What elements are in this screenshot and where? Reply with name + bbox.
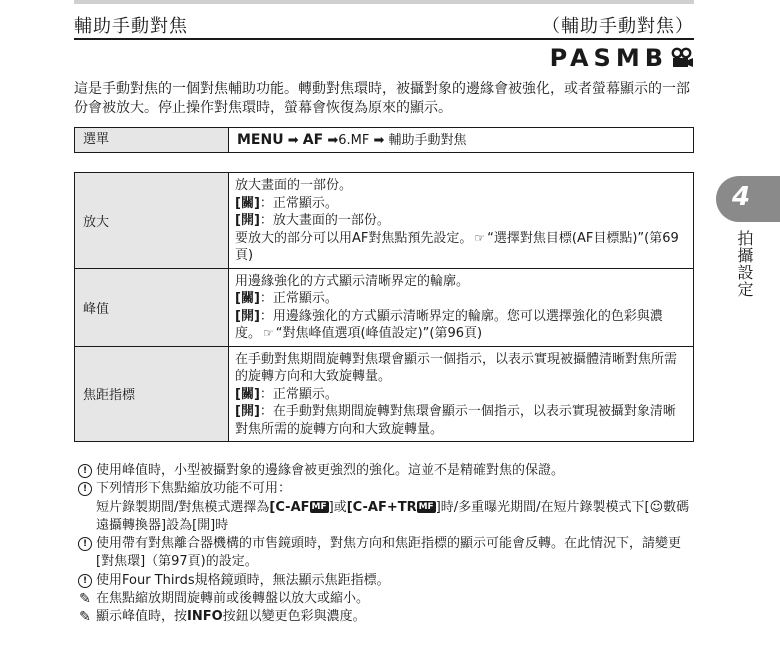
reference-text: “選擇對焦目標(AF目標點)”(第69頁) xyxy=(235,230,679,263)
note-text: 使用帶有對焦離合器機構的市售鏡頭時，對焦方向和焦距指標的顯示可能會反轉。在此情況下，請變更[對焦環]（第97頁)的設定。 xyxy=(96,536,682,570)
menu-tab: 6.MF xyxy=(338,133,370,148)
note-line: 顯示峰值時，按 xyxy=(96,609,188,625)
option-name: 峰值 xyxy=(75,269,229,346)
options-table xyxy=(74,172,694,442)
mf-badge: MF xyxy=(418,502,434,513)
option-line xyxy=(235,290,687,308)
intro-paragraph: 這是手動對焦的一個對焦輔助功能。轉動對焦環時，被攝對象的邊緣會被強化，或者螢幕顯示的一部份會被放大。停止操作對焦環時，螢幕會恢復為原來的顯示。 xyxy=(74,81,690,116)
on-key: [開] xyxy=(235,404,260,419)
menu-label: 選單 xyxy=(75,128,229,152)
note-line: ]時/多重曝光期間/在短片錄製模式下[ xyxy=(435,499,650,515)
reference-text: “對焦峰值選項(峰值設定)”(第96頁) xyxy=(275,326,483,341)
on-key: [開] xyxy=(235,308,260,324)
option-row-peaking xyxy=(75,269,693,347)
header-divider xyxy=(74,38,694,40)
arrow-icon: ➡ xyxy=(373,133,385,148)
caution-note xyxy=(74,535,698,572)
off-text: ：正常顯示。 xyxy=(259,195,338,211)
info-button-label: INFO xyxy=(187,609,223,625)
reference-icon: ☞ xyxy=(263,326,274,340)
section-title: 輔助手動對焦 xyxy=(74,16,188,37)
on-text: ：在手動對焦期間旋轉對焦環會顯示一個指示，以表示實現被攝對象清晰對焦所需的旋轉方向和大致旋轉量。 xyxy=(235,404,676,437)
menu-path xyxy=(229,128,693,152)
option-description xyxy=(229,269,693,346)
mf-badge: MF xyxy=(311,502,327,513)
note-line: 短片錄製期間/對焦模式選擇為 xyxy=(96,499,270,515)
af-key: AF xyxy=(302,132,324,148)
option-line: 放大畫面的一部份。 xyxy=(235,178,353,193)
option-row-magnify xyxy=(75,173,693,269)
on-key: [開] xyxy=(235,213,260,228)
movie-icon: ☺ xyxy=(649,499,664,515)
menu-path-table xyxy=(74,127,694,153)
menu-item: 輔助手動對焦 xyxy=(388,133,467,148)
caution-note xyxy=(74,572,698,590)
chapter-title: 拍攝設定 xyxy=(735,230,754,298)
menu-key: MENU xyxy=(237,132,284,148)
note-text: 在焦點縮放期間旋轉前或後轉盤以放大或縮小。 xyxy=(96,591,370,607)
arrow-icon: ➡ xyxy=(287,133,299,148)
on-text: ：放大畫面的一部份。 xyxy=(259,213,390,228)
on-text: ：用邊緣強化的方式顯示清晰界定的輪廓。您可以選擇強化的色彩與濃度。 xyxy=(235,308,663,341)
note-text xyxy=(96,480,698,535)
extra-text: 要放大的部分可以用AF對焦點預先設定。 xyxy=(235,230,473,246)
option-line xyxy=(235,403,687,438)
movie-mode-icon xyxy=(670,47,694,69)
off-text: ：正常顯示。 xyxy=(259,291,338,306)
caution-icon: ! xyxy=(78,537,92,551)
option-name: 焦距指標 xyxy=(75,347,229,442)
mode-letters: PASMB xyxy=(549,44,668,72)
reference-icon: ☞ xyxy=(474,230,486,245)
option-line: 用邊緣強化的方式顯示清晰界定的輪廓。 xyxy=(235,273,470,289)
option-line xyxy=(235,230,687,265)
chapter-number: 4 xyxy=(732,182,751,212)
option-name: 放大 xyxy=(75,173,229,268)
caution-icon: ! xyxy=(78,482,92,496)
note-line: 下列情形下焦點縮放功能不可用： xyxy=(96,481,292,497)
caution-note xyxy=(74,480,698,535)
caftr-label: [C-AF+TR xyxy=(346,499,417,515)
note-text xyxy=(96,608,698,626)
note-line: ]或 xyxy=(328,499,347,515)
note-line: 數碼遠攝轉換器]設為[開]時 xyxy=(96,499,690,533)
option-line xyxy=(235,386,687,404)
note-line: 按鈕以變更色彩與濃度。 xyxy=(222,609,366,625)
option-row-focus-indicator xyxy=(75,347,693,442)
shooting-modes xyxy=(550,44,694,72)
off-text: ：正常顯示。 xyxy=(259,386,338,402)
tip-note xyxy=(74,608,698,626)
note-text: 使用峰值時，小型被攝對象的邊緣會被更強烈的強化。這並不是精確對焦的保證。 xyxy=(96,463,565,478)
off-key: [關] xyxy=(235,291,260,306)
notes-section xyxy=(74,462,698,627)
section-title-alt: （輔助手動對焦） xyxy=(542,16,694,37)
off-key: [關] xyxy=(235,195,260,211)
option-description xyxy=(229,347,693,442)
option-line xyxy=(235,195,687,213)
note-text: 使用Four Thirds規格鏡頭時，無法顯示焦距指標。 xyxy=(96,572,390,588)
arrow-icon: ➡ xyxy=(327,133,339,148)
caution-icon: ! xyxy=(78,574,92,588)
option-line: 在手動對焦期間旋轉對焦環會顯示一個指示，以表示實現被攝體清晰對焦所需的旋轉方向和大致旋轉量。 xyxy=(235,351,678,384)
off-key: [關] xyxy=(235,386,260,402)
option-description xyxy=(229,173,693,268)
option-line xyxy=(235,212,687,230)
tip-note xyxy=(74,590,698,608)
caution-icon: ! xyxy=(78,464,92,478)
tip-icon: ✎ xyxy=(79,591,91,608)
caution-note xyxy=(74,462,698,480)
option-line xyxy=(235,308,687,343)
tip-icon: ✎ xyxy=(79,609,91,626)
top-divider xyxy=(74,0,694,4)
caf-label: [C-AF xyxy=(269,499,310,515)
